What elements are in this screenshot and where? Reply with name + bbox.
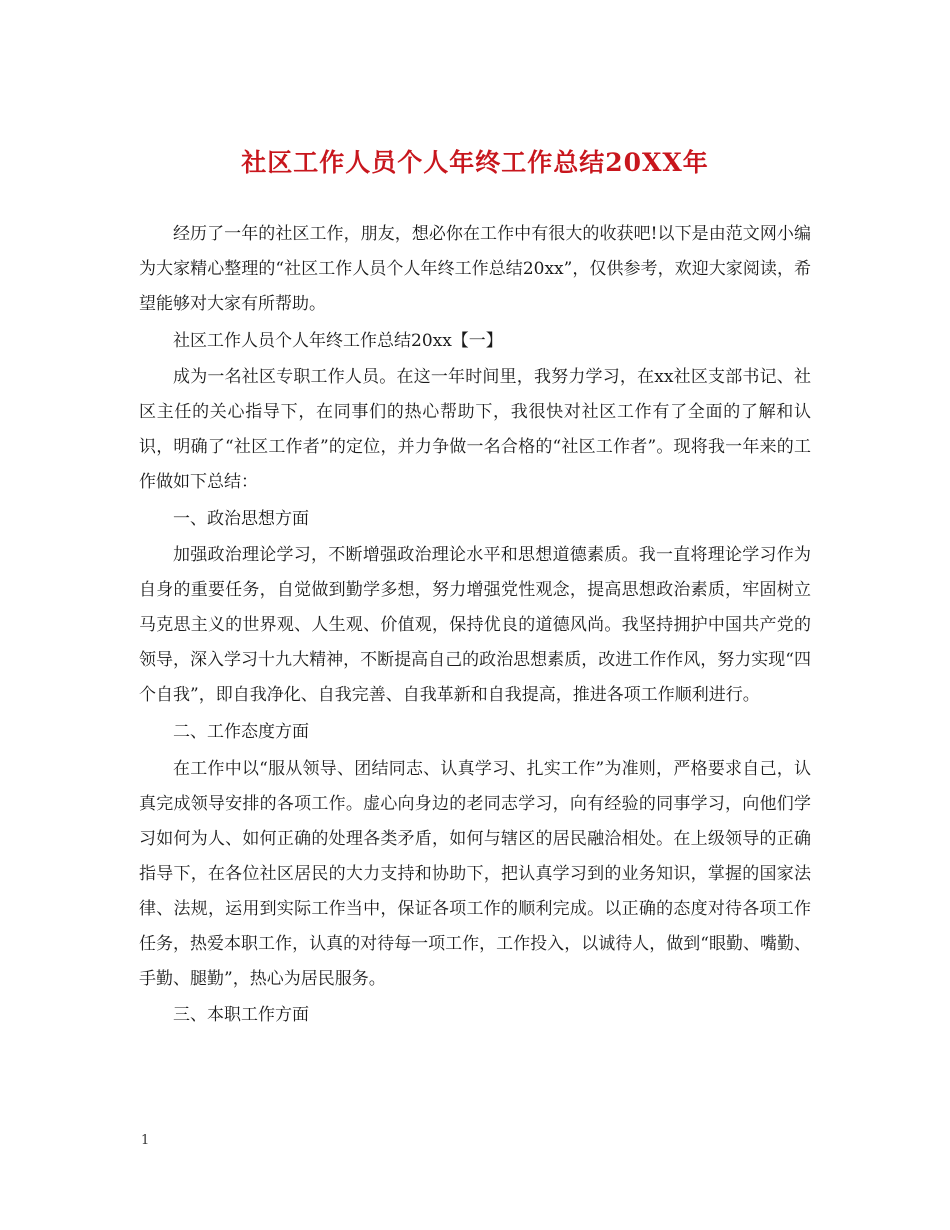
intro-paragraph: 经历了一年的社区工作，朋友，想必你在工作中有很大的收获吧!以下是由范文网小编为大家精心整理的“社区工作人员个人年终工作总结20xx”，仅供参考，欢迎大家阅读，希望能够对大家有所帮助。	[139, 224, 811, 314]
paragraph-overview: 成为一名社区专职工作人员。在这一年时间里，我努力学习，在xx社区支部书记、社区主任的关心指导下，在同事们的热心帮助下，我很快对社区工作有了全面的了解和认识，明确了“社区工作者”的定位，并力争做一名合格的“社区工作者”。现将我一年来的工作做如下总结：	[139, 367, 811, 493]
paragraph-attitude: 在工作中以“服从领导、团结同志、认真学习、扎实工作”为准则，严格要求自己，认真完成领导安排的各项工作。虚心向身边的老同志学习，向有经验的同事学习，向他们学习如何为人、如何正确的处理各类矛盾，如何与辖区的居民融洽相处。在上级领导的正确指导下，在各位社区居民的大力支持和协助下，把认真学习到的业务知识，掌握的国家法律、法规，运用到实际工作当中，保证各项工作的顺利完成。以正确的态度对待各项工作任务，热爱本职工作，认真的对待每一项工作，工作投入，以诚待人，做到“眼勤、嘴勤、手勤、腿勤”，热心为居民服务。	[139, 758, 811, 989]
heading-attitude: 二、工作态度方面	[173, 721, 309, 742]
section-title-one: 社区工作人员个人年终工作总结20xx【一】	[173, 330, 503, 351]
document-title: 社区工作人员个人年终工作总结20XX年	[241, 148, 709, 177]
document-body	[139, 217, 811, 1035]
heading-duties: 三、本职工作方面	[173, 1005, 309, 1026]
heading-political: 一、政治思想方面	[173, 508, 309, 529]
page-number: 1	[141, 1133, 150, 1148]
paragraph-political: 加强政治理论学习，不断增强政治理论水平和思想道德素质。我一直将理论学习作为自身的重要任务，自觉做到勤学多想，努力增强党性观念，提高思想政治素质，牢固树立马克思主义的世界观、人生观、价值观，保持优良的道德风尚。我坚持拥护中国共产党的领导，深入学习十九大精神，不断提高自己的政治思想素质，改进工作作风，努力实现“四个自我”，即自我净化、自我完善、自我革新和自我提高，推进各项工作顺利进行。	[139, 545, 811, 706]
